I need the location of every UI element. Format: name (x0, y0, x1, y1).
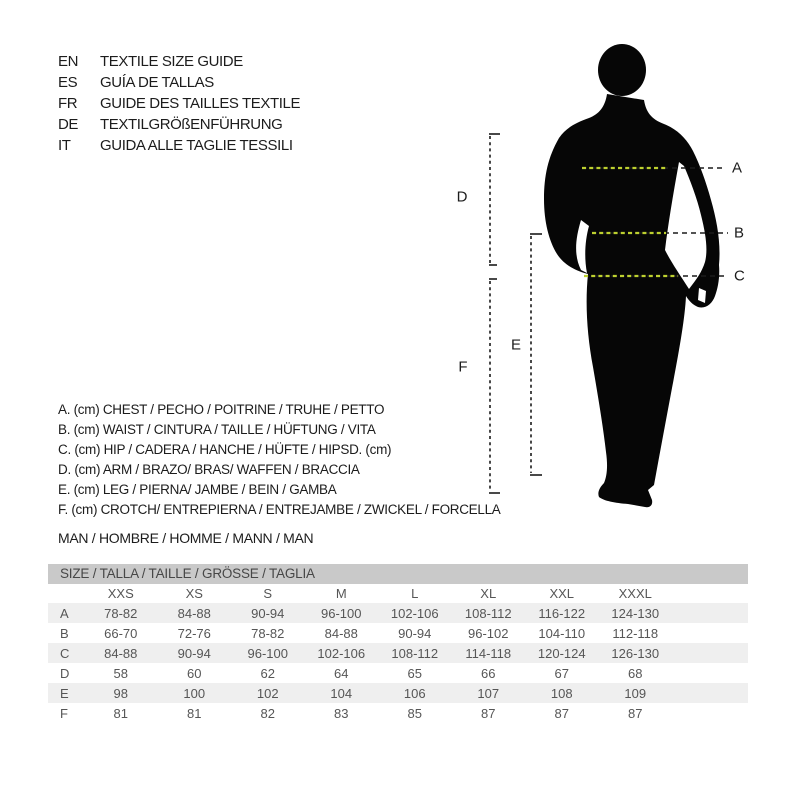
col-header-m: M (335, 586, 347, 601)
col-header-xs: XS (185, 586, 203, 601)
cell-value: 84-88 (324, 625, 358, 641)
cell-value: 108 (550, 685, 573, 701)
cell-value: 81 (187, 705, 202, 721)
cell-value: 102-106 (317, 645, 366, 661)
lang-row-fr (58, 93, 300, 114)
size-table-column-headers (48, 584, 748, 603)
category-line: MAN / HOMBRE / HOMME / MANN / MAN (58, 530, 314, 546)
cell-value: 67 (554, 665, 569, 681)
lang-code: EN (58, 53, 79, 70)
cell-value: 120-124 (537, 645, 586, 661)
cell-value: 62 (260, 665, 275, 681)
lang-row-de (58, 114, 300, 135)
cell-value: 82 (260, 705, 275, 721)
figure-label-b: B (734, 224, 745, 242)
size-table-title: SIZE / TALLA / TAILLE / GRÖSSE / TAGLIA (48, 564, 748, 584)
cell-value: 109 (624, 685, 647, 701)
table-row-b (48, 623, 748, 643)
legend-line-a: A. (cm) CHEST / PECHO / POITRINE / TRUHE / PETTO (58, 402, 385, 417)
language-title-list (58, 51, 300, 156)
cell-value: 60 (187, 665, 202, 681)
cell-value: 78-82 (251, 625, 285, 641)
lang-title: TEXTILE SIZE GUIDE (100, 53, 243, 70)
lang-row-es (58, 72, 300, 93)
figure-label-f: F (458, 358, 468, 376)
legend-line-c: C. (cm) HIP / CADERA / HANCHE / HÜFTE / HIPSD. (cm) (58, 442, 392, 457)
cell-value: 114-118 (465, 645, 512, 661)
table-row-d (48, 663, 748, 683)
cell-value: 102 (256, 685, 279, 701)
cell-value: 107 (477, 685, 500, 701)
silhouette-body (544, 94, 720, 507)
cell-value: 126-130 (611, 645, 660, 661)
row-label: E (60, 685, 69, 701)
cell-value: 90-94 (251, 605, 285, 621)
table-row-e (48, 683, 748, 703)
lang-title: GUIDE DES TAILLES TEXTILE (100, 95, 301, 112)
row-label: C (60, 645, 70, 661)
legend-line-f: F. (cm) CROTCH/ ENTREPIERNA / ENTREJAMBE / ZWICKEL / FORCELLA (58, 502, 501, 517)
figure-label-d: D (456, 188, 468, 206)
cell-value: 104-110 (538, 625, 586, 641)
cell-value: 72-76 (177, 625, 211, 641)
cell-value: 100 (183, 685, 206, 701)
cell-value: 96-102 (468, 625, 509, 641)
lang-title: TEXTILGRÖßENFÜHRUNG (100, 116, 283, 133)
cell-value: 87 (554, 705, 569, 721)
legend-line-d: D. (cm) ARM / BRAZO/ BRAS/ WAFFEN / BRACCIA (58, 462, 360, 477)
row-label: D (60, 665, 70, 681)
cell-value: 85 (407, 705, 422, 721)
row-label: B (60, 625, 69, 641)
cell-value: 90-94 (177, 645, 211, 661)
cell-value: 68 (628, 665, 643, 681)
lang-row-en (58, 51, 300, 72)
cell-value: 83 (334, 705, 349, 721)
cell-value: 96-100 (247, 645, 288, 661)
figure-label-e: E (510, 336, 522, 354)
cell-value: 108-112 (391, 645, 439, 661)
cell-value: 96-100 (321, 605, 362, 621)
table-row-f (48, 703, 748, 723)
row-label: A (60, 605, 69, 621)
cell-value: 81 (113, 705, 128, 721)
lang-title: GUÍA DE TALLAS (100, 74, 214, 91)
lang-row-it (58, 135, 300, 156)
cell-value: 104 (330, 685, 353, 701)
cell-value: 108-112 (464, 605, 512, 621)
measurement-legend (58, 400, 501, 520)
col-header-l: L (411, 586, 419, 601)
row-label: F (60, 705, 68, 721)
cell-value: 112-118 (612, 625, 659, 641)
table-row-a (48, 603, 748, 623)
cell-value: 84-88 (104, 645, 138, 661)
lang-code: ES (58, 74, 78, 91)
col-header-xxl: XXL (549, 586, 575, 601)
cell-value: 84-88 (177, 605, 211, 621)
silhouette-head (598, 44, 646, 96)
cell-value: 87 (628, 705, 643, 721)
table-row-c (48, 643, 748, 663)
cell-value: 98 (113, 685, 128, 701)
cell-value: 64 (334, 665, 349, 681)
lang-code: DE (58, 116, 79, 133)
cell-value: 65 (407, 665, 422, 681)
cell-value: 116-122 (538, 605, 586, 621)
cell-value: 102-106 (390, 605, 439, 621)
lang-title: GUIDA ALLE TAGLIE TESSILI (100, 137, 293, 154)
cell-value: 87 (481, 705, 496, 721)
cell-value: 106 (403, 685, 426, 701)
lang-code: FR (58, 95, 78, 112)
cell-value: 124-130 (611, 605, 660, 621)
cell-value: 58 (113, 665, 128, 681)
col-header-s: S (263, 586, 273, 601)
figure-label-a: A (732, 159, 743, 177)
col-header-xl: XL (480, 586, 497, 601)
cell-value: 78-82 (104, 605, 138, 621)
size-table (48, 564, 748, 723)
col-header-xxxl: XXXL (618, 586, 652, 601)
figure-label-c: C (734, 267, 745, 285)
cell-value: 66 (481, 665, 496, 681)
cell-value: 90-94 (398, 625, 432, 641)
legend-line-b: B. (cm) WAIST / CINTURA / TAILLE / HÜFTUNG / VITA (58, 422, 376, 437)
col-header-xxs: XXS (107, 586, 134, 601)
lang-code: IT (58, 137, 71, 154)
cell-value: 66-70 (104, 625, 138, 641)
legend-line-e: E. (cm) LEG / PIERNA/ JAMBE / BEIN / GAMBA (58, 482, 337, 497)
